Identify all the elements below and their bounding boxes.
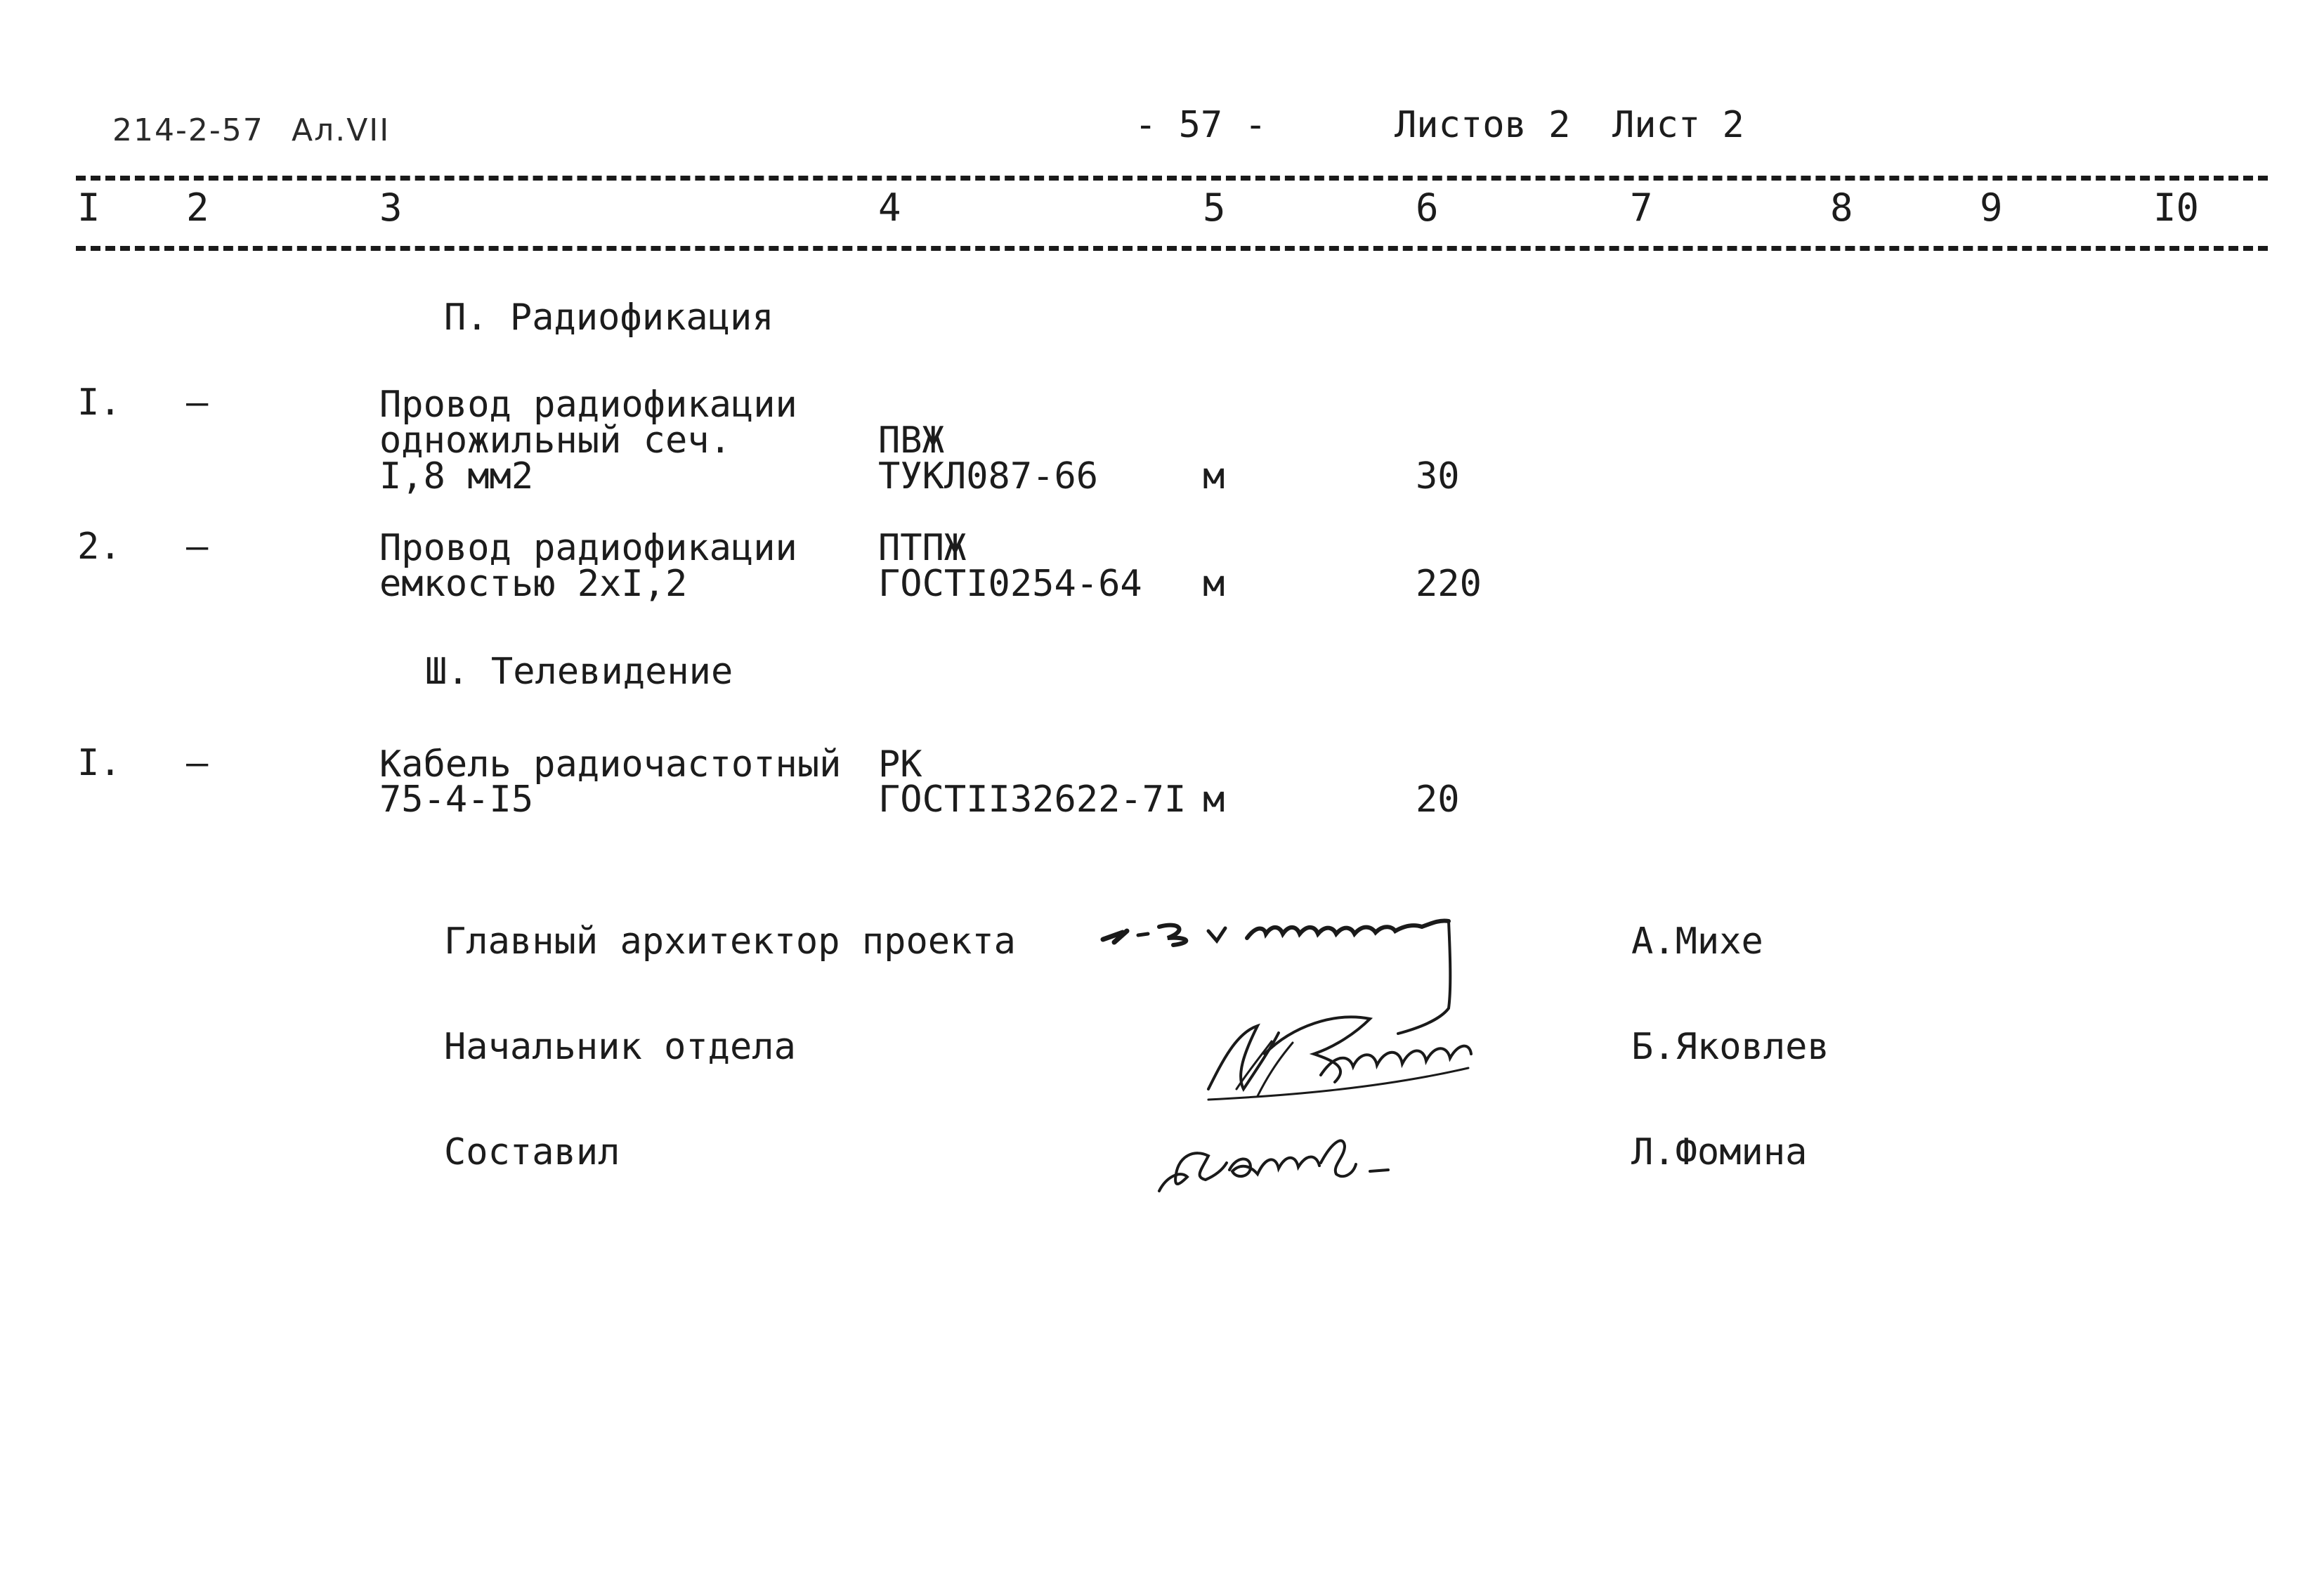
header-divider-bottom bbox=[76, 246, 2268, 251]
signature-name: А.Михе bbox=[1631, 920, 1763, 963]
column-header-9: 9 bbox=[1980, 185, 2003, 230]
sheet-number: Лист 2 bbox=[1612, 104, 1744, 146]
row-dash: – bbox=[186, 382, 209, 424]
header-divider-top bbox=[76, 176, 2268, 181]
signature-name: Б.Яковлев bbox=[1631, 1026, 1829, 1068]
signature-name: Л.Фомина bbox=[1631, 1131, 1808, 1173]
row-unit: м bbox=[1203, 779, 1225, 821]
row-mark-line: ТУКЛ087-66 bbox=[878, 455, 1099, 497]
column-header-4: 4 bbox=[878, 185, 901, 230]
column-header-3: 3 bbox=[379, 185, 403, 230]
row-mark-line: ГОСТI0254-64 bbox=[878, 563, 1142, 605]
row-mark-line: РК bbox=[878, 743, 922, 786]
row-quantity: 30 bbox=[1416, 455, 1460, 497]
section-title-television: Ш. Телевидение bbox=[425, 651, 733, 693]
sheets-count: Листов 2 bbox=[1395, 104, 1571, 146]
signature-role: Главный архитектор проекта bbox=[444, 920, 1016, 963]
row-unit: м bbox=[1203, 455, 1225, 497]
row-mark-line: ГОСТII32622-7I bbox=[878, 779, 1187, 821]
column-header-2: 2 bbox=[186, 185, 209, 230]
row-unit: м bbox=[1203, 563, 1225, 605]
page-number: - 57 - bbox=[1135, 104, 1267, 146]
row-description-line: I,8 мм2 bbox=[379, 455, 534, 497]
signature-role: Составил bbox=[444, 1131, 620, 1173]
column-header-6: 6 bbox=[1416, 185, 1439, 230]
section-title-radio: П. Радиофикация bbox=[444, 297, 774, 339]
handwritten-signature-compiler bbox=[1145, 1107, 1440, 1212]
row-dash: – bbox=[186, 742, 209, 784]
row-description-line: одножильный сеч. bbox=[379, 419, 731, 462]
column-header-10: I0 bbox=[2153, 185, 2200, 230]
signature-role: Начальник отдела bbox=[444, 1026, 796, 1068]
row-description-line: Провод радиофикации bbox=[379, 384, 797, 426]
row-number: 2. bbox=[77, 526, 122, 568]
row-quantity: 220 bbox=[1416, 563, 1482, 605]
row-description-line: емкостью 2хI,2 bbox=[379, 563, 688, 605]
row-number: I. bbox=[77, 742, 122, 784]
handwritten-signature-department-head bbox=[1194, 984, 1517, 1117]
doc-code: 214-2-57 bbox=[112, 112, 264, 148]
row-description-line: Кабель радиочастотный bbox=[379, 743, 842, 786]
row-mark-line: ПТПЖ bbox=[878, 527, 967, 569]
row-description-line: 75-4-I5 bbox=[379, 779, 534, 821]
column-header-8: 8 bbox=[1830, 185, 1853, 230]
column-header-5: 5 bbox=[1203, 185, 1226, 230]
row-quantity: 20 bbox=[1416, 779, 1460, 821]
column-header-1: I bbox=[77, 185, 100, 230]
row-description-line: Провод радиофикации bbox=[379, 527, 797, 569]
album-number: Ал.VII bbox=[292, 112, 391, 148]
column-header-7: 7 bbox=[1630, 185, 1653, 230]
row-mark-line: ПВЖ bbox=[878, 419, 944, 462]
row-number: I. bbox=[77, 382, 122, 424]
row-dash: – bbox=[186, 526, 209, 568]
